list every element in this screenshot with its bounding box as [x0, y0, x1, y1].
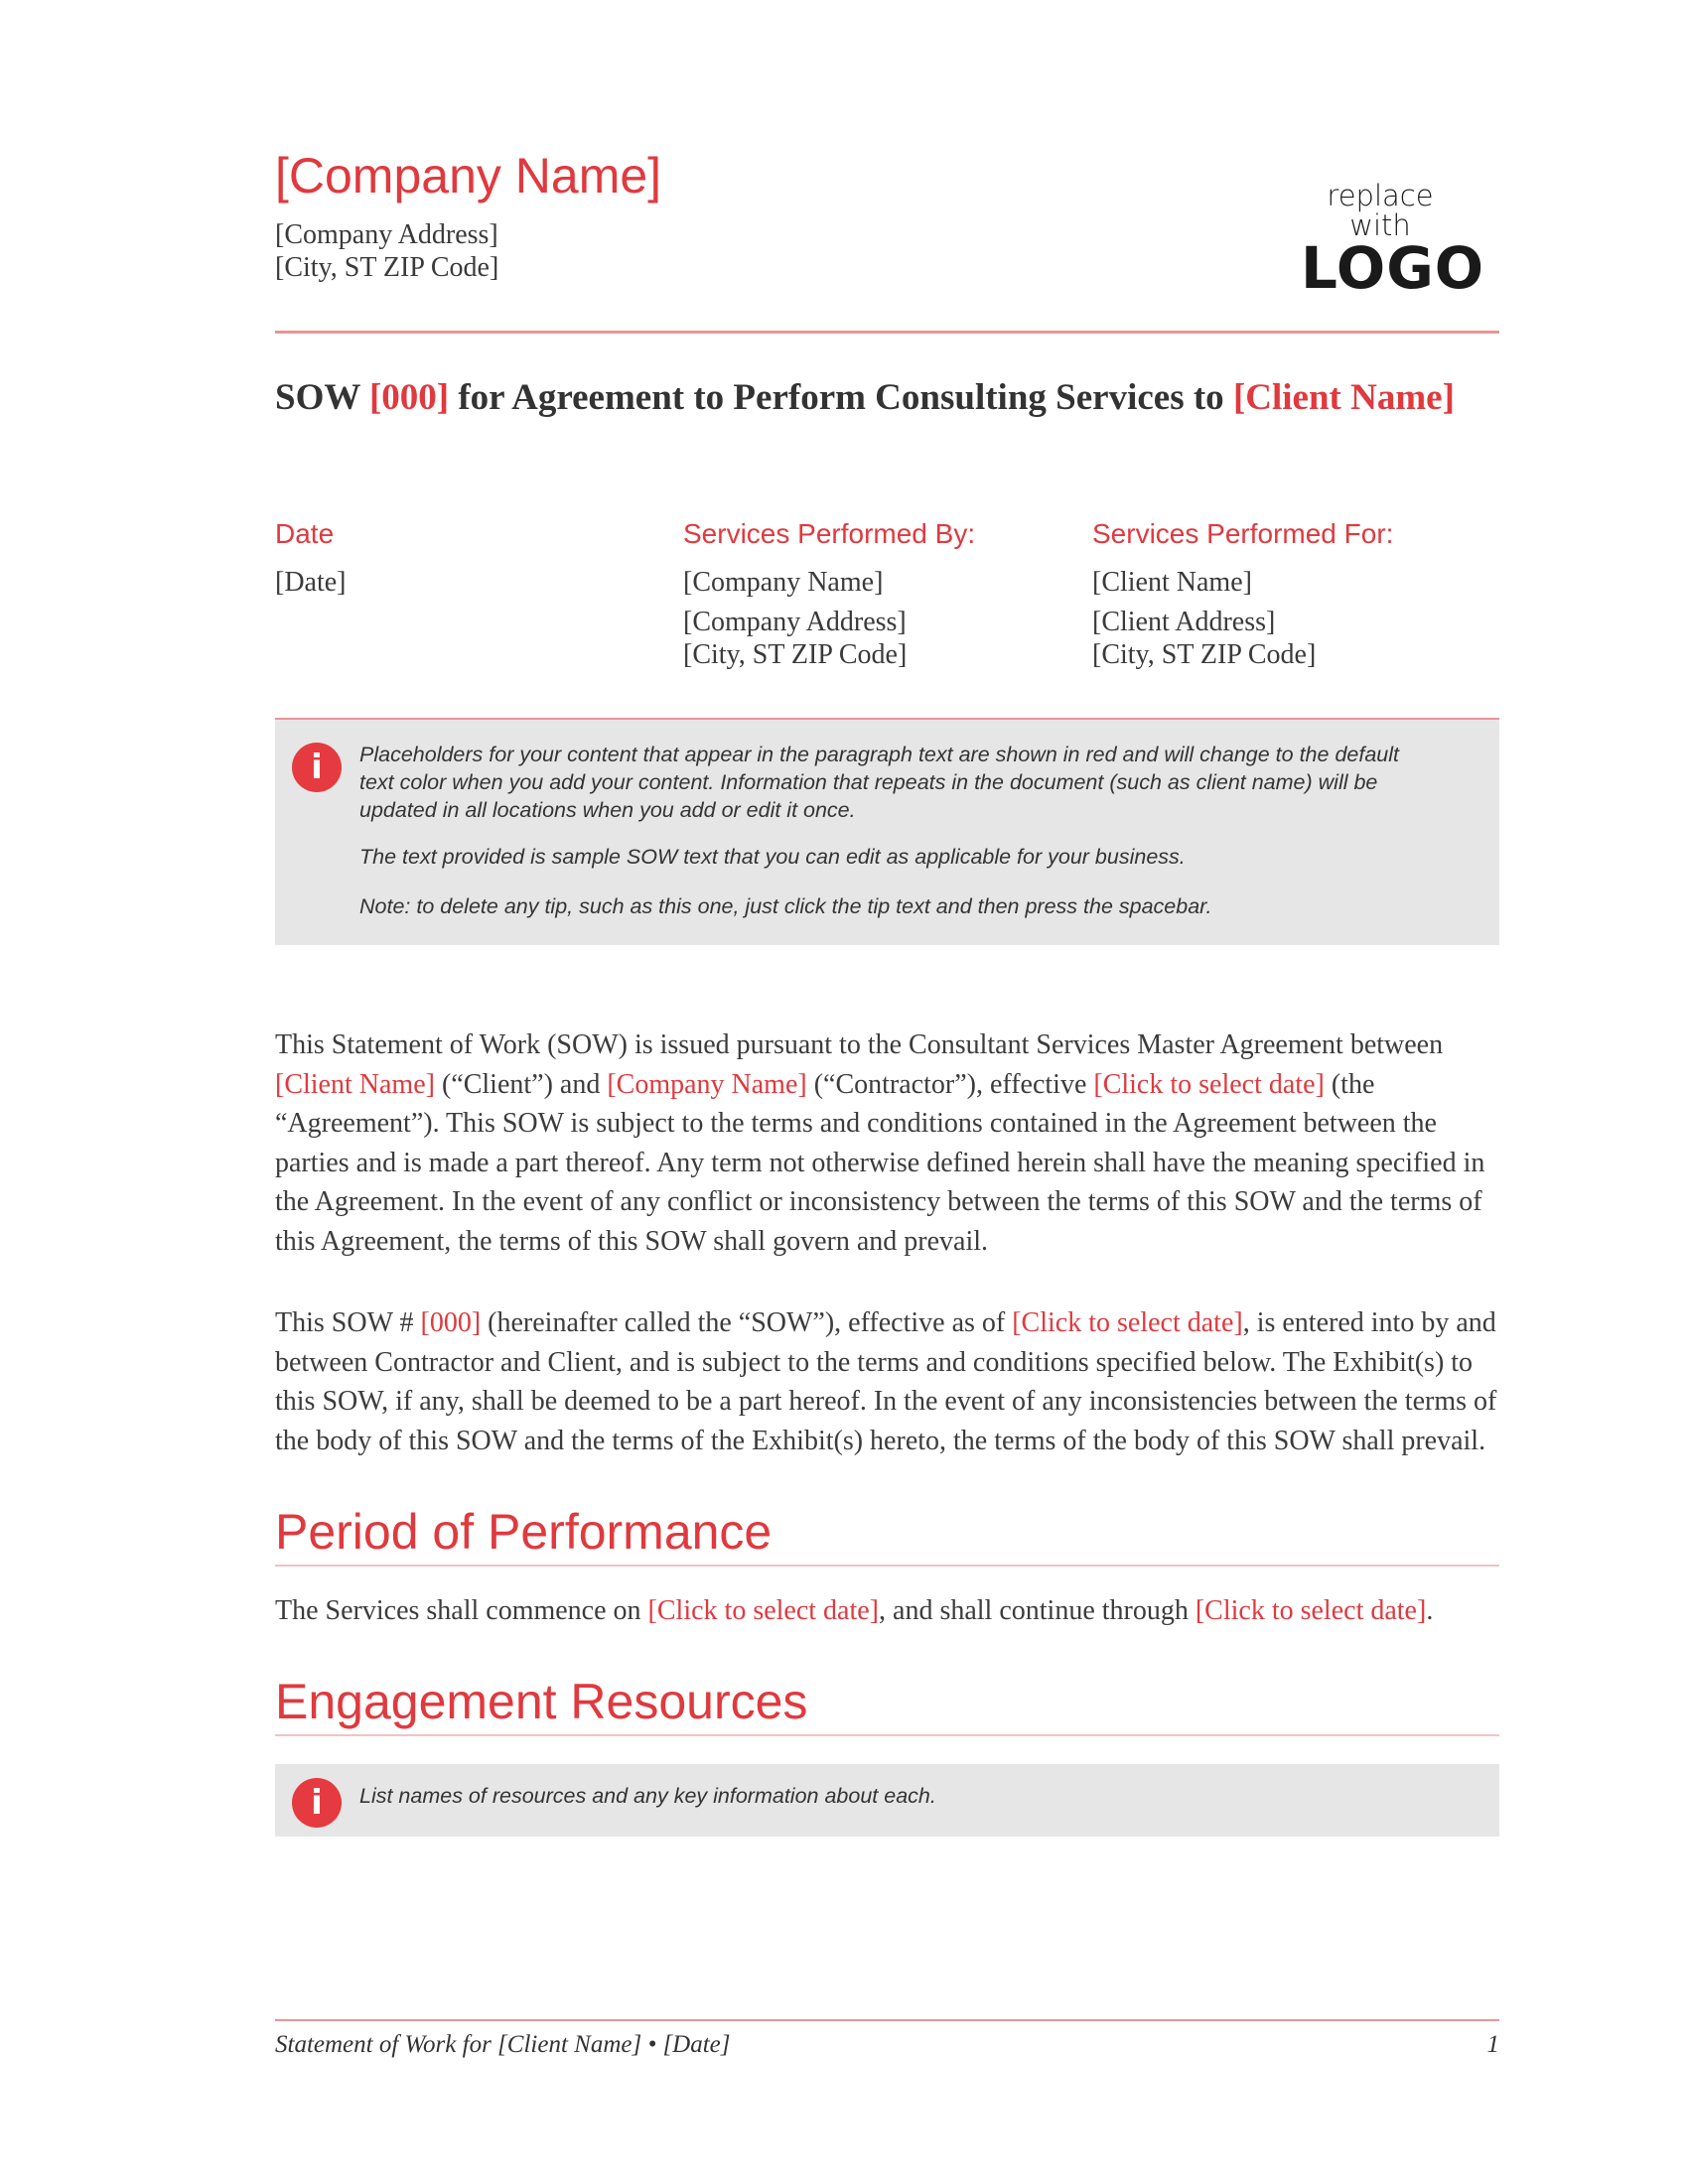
tip-paragraph-1: Placeholders for your content that appear in the paragraph text are shown in red and will change to the default text color when you add your content. Information that repeats in the document (such as client name) will be updated in all locations when you add or edit it once. [359, 743, 1400, 822]
footer-rule [275, 2019, 1499, 2021]
period-end-date-picker[interactable]: [Click to select date] [1195, 1595, 1427, 1626]
period-heading: Period of Performance [275, 1504, 773, 1560]
intro-client-name[interactable]: [Client Name] [275, 1068, 435, 1100]
title-sow-number[interactable]: [000] [368, 377, 450, 418]
period-paragraph [275, 1591, 1506, 1631]
tip-paragraph-3: Note: to delete any tip, such as this one, just click the tip text and then press the spacebar. [359, 894, 1212, 918]
services-for-address-block [1092, 606, 1316, 671]
period-text-1: The Services shall commence on [275, 1595, 648, 1626]
resources-tip-box[interactable] [275, 1764, 1499, 1837]
services-by-name[interactable]: [Company Name] [683, 567, 884, 598]
services-for-address[interactable]: [Client Address] [1092, 607, 1276, 637]
logo-line-1: replace with [1327, 179, 1434, 242]
title-middle: for Agreement to Perform Consulting Services to [449, 377, 1233, 418]
tip-paragraph-2: The text provided is sample SOW text that you can edit as applicable for your business. [359, 845, 1186, 869]
page-number: 1 [1486, 2031, 1499, 2058]
services-by-address[interactable]: [Company Address] [683, 607, 907, 637]
company-name[interactable]: [Company Name] [275, 148, 662, 204]
services-by-label: Services Performed By: [683, 518, 976, 549]
tip-box[interactable] [275, 720, 1499, 945]
footer-text: Statement of Work for [Client Name] • [Date] [275, 2031, 731, 2058]
intro-text-3: (“Contractor”), effective [806, 1068, 1094, 1100]
header-divider [275, 331, 1499, 334]
period-start-date-picker[interactable]: [Click to select date] [647, 1595, 880, 1626]
services-for-city[interactable]: [City, ST ZIP Code] [1092, 639, 1317, 670]
company-city[interactable]: [City, ST ZIP Code] [275, 252, 499, 283]
title-client-name[interactable]: [Client Name] [1232, 377, 1455, 418]
period-rule [275, 1565, 1499, 1567]
services-for-label: Services Performed For: [1092, 518, 1394, 549]
logo-line-2: LOGO [1301, 234, 1485, 302]
logo-placeholder[interactable] [1301, 179, 1485, 302]
period-text-2: , and shall continue through [879, 1595, 1196, 1626]
resources-tip-text: List names of resources and any key information about each. [359, 1784, 936, 1808]
intro-paragraph [275, 1025, 1506, 1261]
resources-heading: Engagement Resources [275, 1674, 808, 1729]
intro-text-1: This Statement of Work (SOW) is issued pursuant to the Consultant Services Master Agreement between [275, 1029, 1444, 1060]
info-icon: i [292, 1778, 342, 1828]
resources-rule [275, 1734, 1499, 1736]
company-address[interactable]: [Company Address] [275, 219, 498, 250]
title-prefix: SOW [275, 377, 369, 418]
sow-paragraph [275, 1303, 1506, 1460]
sow-text-1: This SOW # [275, 1307, 421, 1338]
sow-text-2: (hereinafter called the “SOW”), effective as of [481, 1307, 1013, 1338]
intro-text-2: (“Client”) and [434, 1068, 608, 1100]
intro-company-name[interactable]: [Company Name] [607, 1068, 807, 1100]
services-by-city[interactable]: [City, ST ZIP Code] [683, 639, 908, 670]
period-text-3: . [1426, 1595, 1434, 1626]
date-value[interactable]: [Date] [275, 567, 347, 598]
document-title [275, 375, 1499, 420]
info-icon: i [292, 743, 342, 792]
intro-date-picker[interactable]: [Click to select date] [1093, 1068, 1325, 1100]
company-address-block [275, 218, 498, 284]
sow-date-picker[interactable]: [Click to select date] [1012, 1307, 1243, 1338]
sow-text-3: , is entered into by and between Contractor and Client, and is subject to the terms and conditions specified below. The Exhibit(s) to this SOW, if any, shall be deemed to be a part hereof. In the event of any inconsistencies between the terms of the body of this SOW and the terms of the Exhibit(s) hereto, the terms of the body of this SOW shall prevail. [275, 1307, 1497, 1456]
date-label: Date [275, 518, 335, 549]
sow-number[interactable]: [000] [420, 1307, 482, 1338]
services-for-name[interactable]: [Client Name] [1092, 567, 1252, 598]
services-by-address-block [683, 606, 907, 671]
intro-text-4: (the “Agreement”). This SOW is subject to the terms and conditions contained in the Agreement between the parties and is made a part thereof. Any term not otherwise defined herein shall have the meaning specified in the Agreement. In the event of any conflict or inconsistency between the terms of this SOW and the terms of this Agreement, the terms of this SOW shall govern and prevail. [275, 1068, 1485, 1257]
